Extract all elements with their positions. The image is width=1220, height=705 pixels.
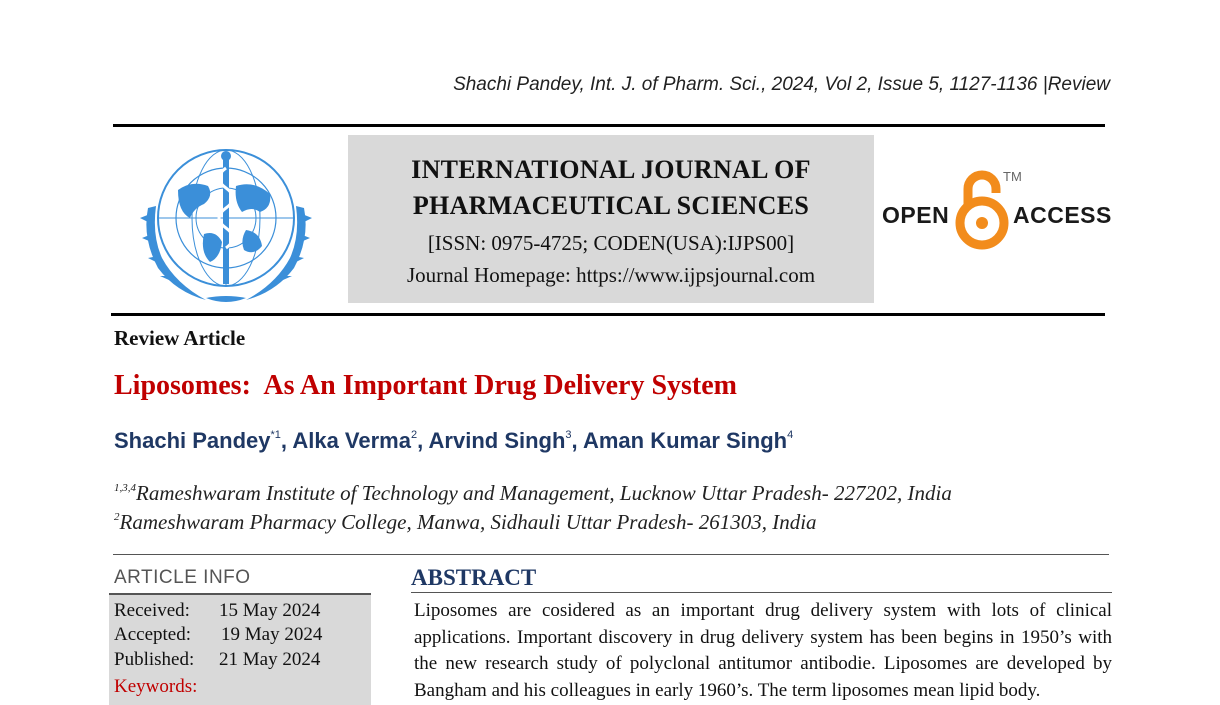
affiliation [114, 481, 952, 506]
running-header: Shachi Pandey, Int. J. of Pharm. Sci., 2024, Vol 2, Issue 5, 1127-1136 |Review [453, 74, 1110, 95]
affiliation-mark: 2 [114, 511, 120, 523]
published-row [114, 649, 320, 671]
published-date: 21 May 2024 [219, 649, 321, 670]
affiliation-text: Rameshwaram Pharmacy College, Manwa, Sidhauli Uttar Pradesh- 261303, India [119, 510, 817, 534]
article-info-box [109, 593, 371, 705]
journal-homepage: Journal Homepage: https://www.ijpsjournal.com [406, 263, 816, 287]
trademark-mark: TM [1003, 169, 1022, 184]
who-emblem-logo [126, 138, 326, 306]
open-word: OPEN [882, 202, 950, 228]
article-info-heading: ARTICLE INFO [114, 567, 251, 588]
accepted-row [114, 624, 322, 646]
journal-issn: [ISSN: 0975-4725; CODEN(USA):IJPS00] [427, 231, 795, 255]
keywords-label: Keywords: [114, 676, 198, 697]
author-mark: 2 [410, 429, 418, 441]
author-name[interactable]: Alka Verma [292, 428, 411, 453]
author-name[interactable]: Shachi Pandey [114, 428, 271, 453]
author-separator: , [571, 428, 583, 453]
abstract-text: Liposomes are cosidered as an important drug delivery system with lots of clinical applications. Important discovery in drug delivery system has been begins in 1950’s with the new research study of polyclonal antitumor antibodie. Liposomes are developed by Bangham and his colleagues in early 1960’s. The term liposomes mean lipid body. [414, 600, 1112, 701]
journal-title [348, 152, 874, 224]
received-date: 15 May 2024 [219, 600, 321, 621]
open-access-logo [880, 165, 1110, 255]
affiliation-text: Rameshwaram Institute of Technology and Management, Lucknow Uttar Pradesh- 227202, India [136, 481, 952, 505]
author-list [114, 428, 793, 454]
affiliation-mark: 1,3,4 [114, 482, 136, 494]
access-word: ACCESS [1013, 202, 1112, 228]
article-title: Liposomes: As An Important Drug Delivery System [114, 370, 737, 401]
author-separator: , [280, 428, 293, 453]
author-mark: 3 [565, 429, 572, 441]
accepted-date: 19 May 2024 [221, 624, 323, 645]
abstract-heading: ABSTRACT [411, 565, 537, 590]
author-name[interactable]: Aman Kumar Singh [582, 428, 788, 453]
article-type: Review Article [114, 326, 246, 350]
journal-title-line2: PHARMACEUTICAL SCIENCES [412, 191, 810, 220]
author-separator: , [417, 428, 429, 453]
journal-masthead [348, 135, 874, 303]
author-name[interactable]: Arvind Singh [428, 428, 566, 453]
affiliation [114, 510, 817, 535]
abstract-rule [411, 592, 1112, 593]
section-divider [113, 554, 1109, 555]
received-label: Received: [114, 600, 190, 621]
header-top-rule [113, 124, 1105, 127]
journal-title-line1: INTERNATIONAL JOURNAL OF [411, 155, 811, 184]
author-mark: *1 [270, 429, 281, 441]
accepted-label: Accepted: [114, 624, 192, 645]
author-mark: 4 [787, 429, 794, 441]
received-row [114, 600, 320, 622]
published-label: Published: [114, 649, 195, 670]
header-bottom-rule [111, 313, 1105, 316]
